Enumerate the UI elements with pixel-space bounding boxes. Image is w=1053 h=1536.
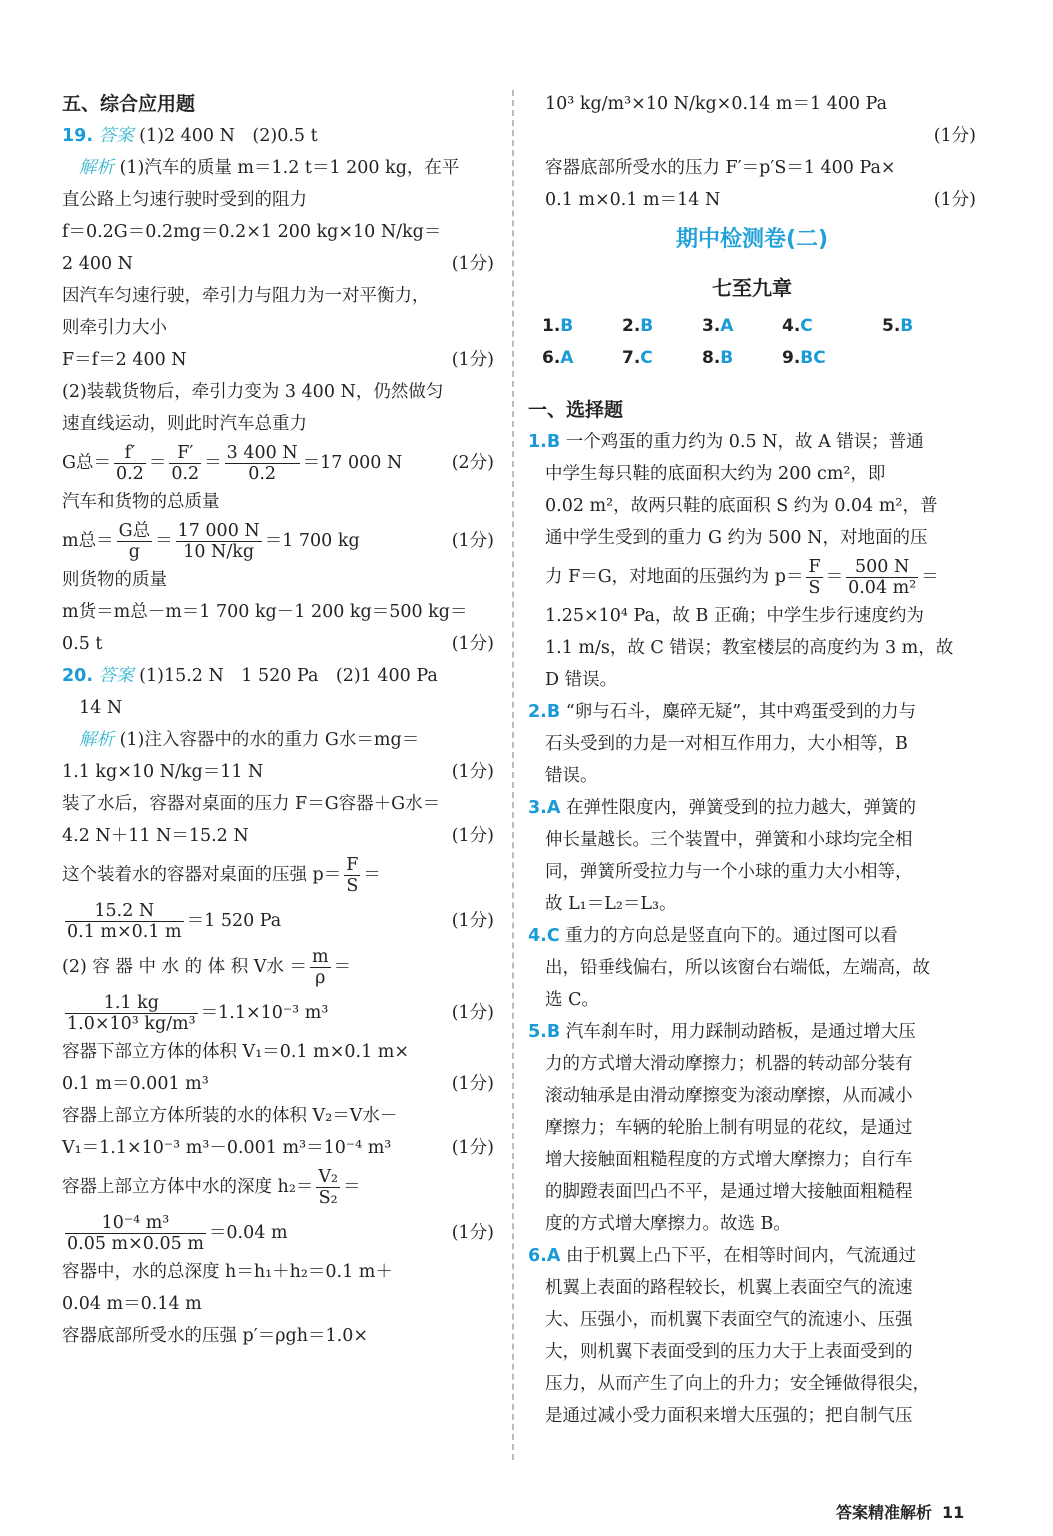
line-text: 汽车刹车时，用力踩制动踏板，是通过增大压 [565, 1022, 916, 1042]
line-text: 在弹性限度内，弹簧受到的拉力越大，弹簧的 [565, 798, 916, 818]
text-line: 通中学生受到的重力 G 约为 500 N，对地面的压 [545, 528, 928, 548]
text-line [62, 344, 494, 376]
denominator: 10 N/kg [183, 542, 255, 562]
score: (1分) [451, 254, 494, 274]
equation-line [62, 990, 494, 1036]
numerator: 15.2 N [65, 901, 184, 922]
text-line [62, 248, 494, 280]
denominator: 0.05 m×0.05 m [67, 1234, 204, 1254]
answer-key-row [528, 344, 976, 376]
question-number: 2.B [528, 702, 561, 722]
equation-line: 力 F＝G，对地面的压强约为 p＝ $\frac{F}{S}$ ＝ $\frac{500 N}{\text{0.04 m²}}$ ＝ [545, 557, 939, 598]
score: (2分) [451, 453, 494, 473]
answer-key-number: 2. [622, 316, 641, 336]
answer-key-choice: B [900, 316, 914, 336]
line-text: 0.1 m＝0.001 m³ [62, 1074, 209, 1094]
answer-key-item [622, 348, 653, 368]
text-line: 14 N [79, 698, 123, 718]
text-line: 直公路上匀速行驶时受到的阻力 [62, 190, 307, 210]
equation-line: G总＝ $\frac{f'}{0.2}$ ＝ $\frac{F'}{0.2}$ ＝ $\frac{3 400 N}{0.2}$ ＝17 000 N (2分) [62, 440, 494, 486]
text-line: 机翼上表面的路程较长，机翼上表面空气的流速 [545, 1278, 913, 1298]
line-text: 由于机翼上凸下平，在相等时间内，气流通过 [565, 1246, 916, 1266]
explanation-line [528, 1016, 976, 1048]
numerator: V₂ [318, 1167, 339, 1187]
fraction [806, 557, 822, 598]
answer-key-item [782, 316, 813, 336]
text-line: 同，弹簧所受拉力与一个小球的重力大小相等， [545, 862, 913, 882]
numerator: 17 000 N [177, 521, 260, 541]
text-line: 滚动轴承是由滑动摩擦变为滚动摩擦，从而减小 [545, 1086, 913, 1106]
line-text: (1)汽车的质量 m＝1.2 t＝1 200 kg，在平 [119, 158, 460, 178]
fraction [117, 521, 152, 562]
equation-line [62, 898, 494, 944]
fraction [225, 443, 300, 484]
text-line [62, 756, 494, 788]
answer-key-item [702, 348, 733, 368]
answer-text: (1)2 400 N (2)0.5 t [139, 126, 318, 146]
question-number: 19. [62, 126, 94, 146]
eq-text: 容器上部立方体中水的深度 h₂＝ [62, 1177, 314, 1197]
line-text: V₁＝1.1×10⁻³ m³－0.001 m³＝10⁻⁴ m³ [62, 1138, 392, 1158]
line-text: (1)注入容器中的水的重力 G水＝mg＝ [119, 730, 420, 750]
denominator: 0.04 m² [848, 578, 917, 598]
answer-key-choice: BC [800, 348, 826, 368]
answer-tag: 答案 [98, 126, 134, 146]
question-number: 1.B [528, 432, 561, 452]
answer-key-row [528, 312, 976, 344]
text-line: 装了水后，容器对桌面的压力 F＝G容器＋G水＝ [62, 794, 441, 814]
text-line: 0.02 m²，故两只鞋的底面积 S 约为 0.04 m²，普 [545, 496, 938, 516]
numerator: 1.1 kg [65, 993, 198, 1014]
answer-text: (1)15.2 N 1 520 Pa (2)1 400 Pa [139, 666, 438, 686]
line-text: 0.1 m×0.1 m＝14 N [545, 190, 721, 210]
text-line: 10³ kg/m³×10 N/kg×0.14 m＝1 400 Pa [545, 94, 888, 114]
question-number: 5.B [528, 1022, 561, 1042]
text-line [528, 120, 976, 152]
right-column [528, 88, 976, 1432]
numerator: f′ [114, 443, 146, 464]
fraction [316, 1167, 340, 1208]
line-text: “卵与石斗，麋碎无疑”，其中鸡蛋受到的力与 [565, 702, 917, 722]
q19-answer-line [62, 120, 494, 152]
text-line: m货＝m总－m＝1 700 kg－1 200 kg＝500 kg＝ [62, 602, 468, 622]
text-line [62, 1132, 494, 1164]
numerator: F [808, 557, 821, 577]
text-line: 大、压强小，而机翼下表面空气的流速小、压强 [545, 1310, 913, 1330]
text-line: 中学生每只鞋的底面积大约为 200 cm²，即 [545, 464, 886, 484]
answer-key-number: 9. [782, 348, 801, 368]
text-line: 石头受到的力是一对相互作用力，大小相等，B [545, 734, 908, 754]
line-text: 重力的方向总是竖直向下的。通过图可以看 [565, 926, 898, 946]
fraction [169, 443, 201, 484]
eq-text: ＝ [363, 865, 381, 885]
line-text: 一个鸡蛋的重力约为 0.5 N，故 A 错误；普通 [565, 432, 924, 452]
eq-text: ＝ [343, 1177, 361, 1197]
denominator: g [128, 542, 140, 562]
answer-key-number: 6. [542, 348, 561, 368]
fraction [114, 443, 146, 484]
answer-key-item [702, 316, 733, 336]
numerator: G总 [118, 521, 151, 541]
question-number: 20. [62, 666, 94, 686]
text-line: 则牵引力大小 [62, 318, 167, 338]
fraction [846, 557, 918, 598]
eq-text: ＝1.1×10⁻³ m³ [200, 1003, 329, 1023]
q20-answer-line [62, 660, 494, 692]
text-line: 伸长量越长。三个装置中，弹簧和小球均完全相 [545, 830, 913, 850]
explanation-line [528, 1240, 976, 1272]
text-line: 0.04 m＝0.14 m [62, 1294, 202, 1314]
fraction [65, 1213, 206, 1254]
text-line: 因汽车匀速行驶，牵引力与阻力为一对平衡力， [62, 286, 430, 306]
answer-key-item [542, 316, 573, 336]
eq-text: 这个装着水的容器对桌面的压强 p＝ [62, 865, 342, 885]
question-number: 6.A [528, 1246, 561, 1266]
answer-key-choice: B [720, 348, 734, 368]
answer-key-item [782, 348, 826, 368]
text-line: 增大接触面粗糙程度的方式增大摩擦力；自行车 [545, 1150, 913, 1170]
text-line [62, 152, 494, 184]
answer-key-item [882, 316, 913, 336]
score: (1分) [451, 350, 494, 370]
left-column [62, 88, 494, 1352]
eq-text: ＝17 000 N [302, 453, 403, 473]
explanation-line [528, 792, 976, 824]
denominator: S₂ [318, 1188, 338, 1208]
answer-tag: 答案 [98, 666, 134, 686]
text-line [62, 1068, 494, 1100]
explanation-line [528, 696, 976, 728]
text-line: 摩擦力；车辆的轮胎上制有明显的花纹，是通过 [545, 1118, 913, 1138]
equation-line [62, 1164, 494, 1210]
line-text: 0.5 t [62, 634, 103, 654]
eq-text: m总＝ [62, 531, 114, 551]
eq-text: ＝1 700 kg [264, 531, 360, 551]
question-number: 3.A [528, 798, 561, 818]
fraction [65, 993, 198, 1034]
text-line: 容器下部立方体的体积 V₁＝0.1 m×0.1 m× [62, 1042, 410, 1062]
answer-key-number: 7. [622, 348, 641, 368]
text-line: 是通过减小受力面积来增大压强的；把自制气压 [545, 1406, 913, 1426]
fraction [310, 947, 331, 988]
test-title: 期中检测卷(二) [675, 227, 829, 252]
denominator: ρ [315, 968, 326, 988]
fraction [176, 521, 262, 562]
answer-key-choice: B [560, 316, 574, 336]
text-line [62, 820, 494, 852]
eq-text: ＝0.04 m [208, 1223, 288, 1243]
text-line [62, 724, 494, 756]
text-line: 容器中，水的总深度 h＝h₁＋h₂＝0.1 m＋ [62, 1262, 393, 1282]
numerator: F [346, 855, 359, 875]
denominator: S [346, 876, 359, 896]
answer-key-choice: A [560, 348, 574, 368]
equation-line [62, 944, 494, 990]
answer-key-item [542, 348, 573, 368]
line-text: F＝f＝2 400 N [62, 350, 187, 370]
denominator: 1.0×10³ kg/m³ [67, 1014, 196, 1034]
text-line: 容器底部所受水的压强 p′＝ρgh＝1.0× [62, 1326, 368, 1346]
text-line: 选 C。 [545, 990, 599, 1010]
answer-key-number: 4. [782, 316, 801, 336]
equation-line [62, 1210, 494, 1256]
denominator: 0.2 [171, 464, 200, 484]
eq-text: (2) 容 器 中 水 的 体 积 V水 ＝ [62, 957, 307, 977]
answer-key-item [622, 316, 653, 336]
explanation-line [528, 920, 976, 952]
eq-text: 力 F＝G，对地面的压强约为 p＝ [545, 567, 804, 587]
numerator: 3 400 N [226, 443, 298, 463]
text-line: 错误。 [545, 766, 598, 786]
section-heading: 五、综合应用题 [62, 93, 196, 115]
score: (1分) [451, 1003, 494, 1023]
answer-key-choice: C [800, 316, 813, 336]
numerator: F′ [169, 443, 201, 464]
denominator: 0.2 [248, 464, 277, 484]
score: (1分) [451, 911, 494, 931]
text-line: 1.1 m/s，故 C 错误；教室楼层的高度约为 3 m，故 [545, 638, 954, 658]
line-text: 4.2 N＋11 N＝15.2 N [62, 826, 249, 846]
text-line: D 错误。 [545, 670, 618, 690]
score: (1分) [451, 634, 494, 654]
page-footer [836, 1500, 964, 1523]
text-line: 1.25×10⁴ Pa，故 B 正确；中学生步行速度约为 [545, 606, 924, 626]
text-line [528, 184, 976, 216]
denominator: 0.2 [115, 464, 144, 484]
text-line: 速直线运动，则此时汽车总重力 [62, 414, 307, 434]
answer-key-choice: C [640, 348, 653, 368]
line-text: 1.1 kg×10 N/kg＝11 N [62, 762, 264, 782]
numerator: 10⁻⁴ m³ [65, 1213, 206, 1234]
footer-label: 答案精准解析 [836, 1503, 933, 1522]
question-number: 4.C [528, 926, 560, 946]
numerator: m [312, 947, 329, 967]
score: (1分) [933, 190, 976, 210]
text-line: 力的方式增大滑动摩擦力；机器的转动部分装有 [545, 1054, 913, 1074]
text-line [62, 628, 494, 660]
explanation-line [528, 426, 976, 458]
text-line: (2)装载货物后，牵引力变为 3 400 N，仍然做匀 [62, 382, 444, 402]
text-line: 压力，从而产生了向上的升力；安全锤做得很尖， [545, 1374, 930, 1394]
score: (1分) [451, 826, 494, 846]
answer-key-number: 8. [702, 348, 721, 368]
score: (1分) [933, 126, 976, 146]
chapter-title: 七至九章 [712, 276, 792, 300]
analysis-tag: 解析 [79, 158, 114, 178]
score: (1分) [451, 1223, 494, 1243]
score: (1分) [451, 1074, 494, 1094]
text-line: 汽车和货物的总质量 [62, 492, 220, 512]
text-line: 故 L₁＝L₂＝L₃。 [545, 894, 677, 914]
text-line: 度的方式增大摩擦力。故选 B。 [545, 1214, 791, 1234]
score: (1分) [451, 531, 494, 551]
line-text: 2 400 N [62, 254, 133, 274]
score: (1分) [451, 762, 494, 782]
text-line: 容器上部立方体所装的水的体积 V₂＝V水－ [62, 1106, 398, 1126]
eq-text: ＝ [921, 567, 939, 587]
answer-key-choice: B [640, 316, 654, 336]
denominator: 0.1 m×0.1 m [67, 922, 182, 942]
answer-key-choice: A [720, 316, 734, 336]
text-line: 则货物的质量 [62, 570, 167, 590]
eq-text: ＝ [333, 957, 352, 977]
section-heading: 一、选择题 [528, 399, 624, 421]
denominator: S [808, 578, 821, 598]
equation-line [62, 852, 494, 898]
text-line: 出，铅垂线偏右，所以该窗台右端低，左端高，故 [545, 958, 930, 978]
analysis-tag: 解析 [79, 730, 114, 750]
column-divider [512, 90, 514, 1460]
eq-text: ＝1 520 Pa [186, 911, 282, 931]
score: (1分) [451, 1138, 494, 1158]
answer-key-number: 3. [702, 316, 721, 336]
fraction [344, 855, 360, 896]
text-line: 大，则机翼下表面受到的压力大于上表面受到的 [545, 1342, 913, 1362]
fraction [65, 901, 184, 942]
text-line: 容器底部所受水的压力 F′＝p′S＝1 400 Pa× [545, 158, 896, 178]
answer-key-number: 5. [882, 316, 901, 336]
text-line: f＝0.2G＝0.2mg＝0.2×1 200 kg×10 N/kg＝ [62, 222, 442, 242]
numerator: 500 N [846, 557, 918, 578]
equation-line: m总＝ $\frac{\text{G总}}{g}$ ＝ $\frac{17 000 N}{10 N/kg}$ ＝1 700 kg (1分) [62, 518, 494, 564]
text-line: 的脚蹬表面凹凸不平，是通过增大接触面粗糙程 [545, 1182, 913, 1202]
answer-key-number: 1. [542, 316, 561, 336]
eq-text: G总＝ [62, 453, 111, 473]
page-number: 11 [942, 1503, 965, 1522]
